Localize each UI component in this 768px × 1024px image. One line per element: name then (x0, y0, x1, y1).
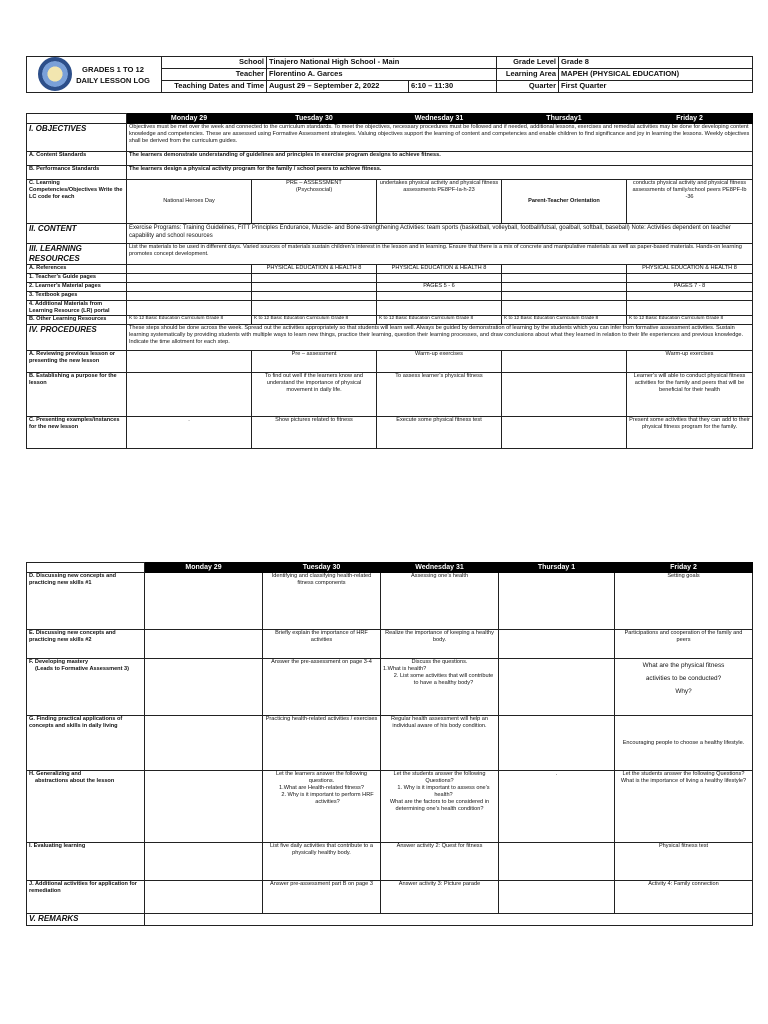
competency-tuesday (252, 180, 377, 224)
row-f-label-line1: F. Developing mastery (29, 659, 89, 665)
row-e (27, 630, 753, 659)
content-row (27, 224, 753, 244)
lr-portal-row (27, 301, 753, 316)
content-text: Exercise Programs: Training Guidelines, FITT Principles Endurance, Muscle- and Bone-strengthening Activities: team sports (basketball, volleyball, football/futsal, goalball, softball, baseball) Note: Activities dependent on teacher capability and school resources (127, 224, 753, 244)
row-f-wednesday-line1: Discuss the questions. (411, 659, 468, 665)
competency-friday: conducts physical activity and physical fitness assessments of family/school peers PE8PF-Ib -36 (627, 180, 753, 224)
row-h (27, 771, 753, 843)
row-h-tuesday-line1: Let the learners answer the following questions. (275, 771, 368, 784)
day-header-row-2 (27, 563, 753, 573)
row-d-friday: Setting goals (615, 573, 753, 630)
day-wednesday: Wednesday 31 (377, 114, 502, 124)
competency-thursday: Parent-Teacher Orientation (502, 180, 627, 224)
remarks-row (27, 914, 753, 926)
learners-material-label: 2. Learner’s Material pages (27, 283, 127, 292)
day-tuesday-2: Tuesday 30 (263, 563, 381, 573)
row-h-tuesday (263, 771, 381, 843)
references-monday (127, 265, 252, 274)
row-h-friday (615, 771, 753, 843)
row-h-label (27, 771, 145, 843)
references-wednesday: PHYSICAL EDUCATION & HEALTH 8 (377, 265, 502, 274)
row-f-friday-line2: activities to be conducted? (645, 675, 722, 682)
row-g-label: G. Finding practical applications of concepts and skills in daily living (27, 716, 145, 771)
competency-tuesday-line1: PRE – ASSESSMENT (286, 180, 342, 186)
row-c-friday: Present some activities that they can add to their physical fitness program for the family. (627, 416, 753, 448)
row-j-label: J. Additional activities for application for remediation (27, 881, 145, 914)
other-resources-label: B. Other Learning Resources (27, 315, 127, 324)
row-f-friday-line1: What are the physical fitness (642, 662, 725, 669)
row-d-label: D. Discussing new concepts and practicing new skills #1 (27, 573, 145, 630)
objectives-row (27, 124, 753, 152)
teacher-value: Florentino A. Garces (267, 69, 497, 81)
row-c-wednesday: Execute some physical fitness test (377, 416, 502, 448)
row-j-friday: Activity 4: Family connection (615, 881, 753, 914)
row-c-tuesday: Show pictures related to fitness (252, 416, 377, 448)
day-wednesday-2: Wednesday 31 (381, 563, 499, 573)
resources-row (27, 244, 753, 265)
corner-cell (27, 114, 127, 124)
day-thursday-2: Thursday 1 (499, 563, 615, 573)
other-resources-wednesday: K to 12 Basic Education Curriculum Grade 8 (377, 315, 502, 324)
performance-standards-label: B. Performance Standards (27, 166, 127, 180)
remarks-value (145, 914, 753, 926)
row-f-friday (615, 659, 753, 716)
row-f-friday-line3: Why? (675, 688, 692, 695)
other-resources-monday: K to 12 Basic Education Curriculum Grade 8 (127, 315, 252, 324)
row-f-wednesday-line3: 2. List some activities that will contribute to have a healthy body? (393, 672, 494, 686)
learners-material-friday: PAGES 7 - 8 (627, 283, 753, 292)
quarter-label: Quarter (497, 81, 559, 93)
row-f-wednesday-line2: 1.What is health? (383, 665, 427, 672)
other-resources-friday: K to 12 Basic Education Curriculum Grade 8 (627, 315, 753, 324)
row-i-tuesday: List five daily activities that contribute to a physically healthy body. (263, 843, 381, 881)
lesson-log-table-1 (26, 113, 753, 449)
performance-standards-row (27, 166, 753, 180)
row-a-label: A. Reviewing previous lesson or presenting the new lesson (27, 350, 127, 372)
procedures-text: These steps should be done across the week. Spread out the activities appropriately so that students will learn well. Always be guided by demonstration of learning by the students which you can infer from formative assessment activities. Sustain learning systematically by providing students with multiple ways to learn new things, practice their learning, question their learning processes, and draw conclusions about what they learned in relation to their life experiences and previous knowledge. Indicate the time allotment for each step. (127, 324, 753, 350)
row-h-tuesday-line2: 1.What are Health-related fitness? (279, 784, 364, 791)
school-label: School (162, 57, 267, 69)
area-value: MAPEH (PHYSICAL EDUCATION) (559, 69, 753, 81)
quarter-value: First Quarter (559, 81, 753, 93)
content-standards-label: A. Content Standards (27, 152, 127, 166)
row-h-wednesday (381, 771, 499, 843)
row-i (27, 843, 753, 881)
content-standards-row (27, 152, 753, 166)
row-e-friday: Participations and cooperation of the family and peers (615, 630, 753, 659)
teachers-guide-row (27, 274, 753, 283)
row-h-friday-line2: What is the importance of living a healthy lifestyle? (620, 777, 747, 784)
textbook-row (27, 292, 753, 301)
row-h-label-line1: H. Generalizing and (29, 771, 82, 777)
school-value: Tinajero National High School - Main (267, 57, 497, 69)
competencies-label: C. Learning Competencies/Objectives Write the LC code for each (27, 180, 127, 224)
row-f-label-line2: (Leads to Formative Assessment 3) (35, 665, 129, 672)
row-d (27, 573, 753, 630)
row-g (27, 716, 753, 771)
row-f (27, 659, 753, 716)
row-c-monday: . (127, 416, 252, 448)
row-j-tuesday: Answer pre-assessment part B on page 3 (263, 881, 381, 914)
row-h-wednesday-line1: Let the students answer the following Questions? (393, 771, 486, 784)
row-h-wednesday-line3: What are the factors to be considered in determining one’s health condition? (389, 798, 490, 812)
teacher-label: Teacher (162, 69, 267, 81)
lr-portal-label: 4. Additional Materials from Learning Resource (LR) portal (27, 301, 127, 316)
references-label: A. References (27, 265, 127, 274)
row-c-label: C. Presenting examples/instances for the new lesson (27, 416, 127, 448)
competencies-row (27, 180, 753, 224)
row-e-wednesday: Realize the importance of keeping a healthy body. (381, 630, 499, 659)
row-b-wednesday: To assess learner’s physical fitness (377, 372, 502, 416)
time-value: 6:10 – 11:30 (409, 81, 497, 93)
row-a-tuesday: Pre – assessment (252, 350, 377, 372)
row-j-wednesday: Answer activity 3: Picture parade (381, 881, 499, 914)
row-c (27, 416, 753, 448)
procedures-label: IV. PROCEDURES (27, 324, 127, 350)
dates-value: August 29 – September 2, 2022 (267, 81, 409, 93)
textbook-label: 3. Textbook pages (27, 292, 127, 301)
row-i-label: I. Evaluating learning (27, 843, 145, 881)
content-standards-text: The learners demonstrate understanding of guidelines and principles in exercise program designs to achieve fitness. (127, 152, 753, 166)
row-d-wednesday: Assessing one’s health (381, 573, 499, 630)
row-e-label: E. Discussing new concepts and practicing new skills #2 (27, 630, 145, 659)
row-a (27, 350, 753, 372)
row-h-wednesday-line2: 1. Why is it important to assess one’s health? (397, 784, 490, 798)
other-resources-tuesday: K to 12 Basic Education Curriculum Grade 8 (252, 315, 377, 324)
day-monday: Monday 29 (127, 114, 252, 124)
corner-cell-2 (27, 563, 145, 573)
row-b-label: B. Establishing a purpose for the lesson (27, 372, 127, 416)
row-h-friday-line1: Let the students answer the following Questions? (622, 771, 745, 777)
lesson-log-table-2 (26, 562, 753, 926)
other-resources-thursday: K to 12 Basic Education Curriculum Grade 8 (502, 315, 627, 324)
day-header-row (27, 114, 753, 124)
content-label: II. CONTENT (27, 224, 127, 244)
row-g-friday: Encouraging people to choose a healthy lifestyle. (615, 716, 753, 771)
resources-text: List the materials to be used in different days. Varied sources of materials sustain children’s interest in the lesson and in learning. Ensure that there is a mix of concrete and manipulative materials as well as paper-based materials. Hands-on learning promotes concept development. (127, 244, 753, 265)
row-i-wednesday: Answer activity 2: Quest for fitness (381, 843, 499, 881)
day-friday: Friday 2 (627, 114, 753, 124)
teachers-guide-label: 1. Teacher’s Guide pages (27, 274, 127, 283)
area-label: Learning Area (497, 69, 559, 81)
references-row (27, 265, 753, 274)
day-thursday: Thursday1 (502, 114, 627, 124)
row-d-tuesday: Identifying and classifying health-related fitness components (263, 573, 381, 630)
other-resources-row (27, 315, 753, 324)
title-line-1: GRADES 1 TO 12 (82, 64, 144, 74)
row-j (27, 881, 753, 914)
objectives-label: I. OBJECTIVES (27, 124, 127, 152)
references-thursday (502, 265, 627, 274)
resources-label: III. LEARNING RESOURCES (27, 244, 127, 265)
references-friday: PHYSICAL EDUCATION & HEALTH 8 (627, 265, 753, 274)
grade-value: Grade 8 (559, 57, 753, 69)
log-title (27, 57, 162, 93)
row-f-wednesday (381, 659, 499, 716)
row-a-friday: Warm-up exercises (627, 350, 753, 372)
row-h-tuesday-line3: 2. Why is it important to perform HRF activities? (281, 791, 374, 805)
day-friday-2: Friday 2 (615, 563, 753, 573)
row-b-friday: Learner’s will able to conduct physical fitness activities for the family and peers that will be beneficial for their health (627, 372, 753, 416)
remarks-label: V. REMARKS (27, 914, 145, 926)
competency-tuesday-line2: (Psychosocial) (295, 186, 333, 193)
grade-label: Grade Level (497, 57, 559, 69)
row-g-wednesday: Regular health assessment will help an individual aware of his body condition. (381, 716, 499, 771)
performance-standards-text: The learners design a physical activity program for the family / school peers to achieve fitness. (127, 166, 753, 180)
learners-material-row (27, 283, 753, 292)
row-f-label (27, 659, 145, 716)
references-tuesday: PHYSICAL EDUCATION & HEALTH 8 (252, 265, 377, 274)
row-h-label-line2: abstractions about the lesson (35, 777, 115, 784)
header-table (26, 56, 753, 93)
competency-wednesday: undertakes physical activity and physical fitness assessments PE8PF-Ia-h-23 (377, 180, 502, 224)
objectives-text: Objectives must be met over the week and connected to the curriculum standards. To meet the objectives, necessary procedures must be followed and if needed, additional lessons, exercises and remedial activities may be done for developing content knowledge and competencies. These are assessed using Formative Assessment strategies. Valuing objectives support the learning of content and competencies and enable children to find significance and joy in learning the lessons. Weekly objectives shall be derived from the curriculum guides. (127, 124, 753, 152)
procedures-row (27, 324, 753, 350)
row-e-tuesday: Briefly explain the importance of HRF activities (263, 630, 381, 659)
row-b-tuesday: To find out well if the learners know and understand the importance of physical movement in daily life. (252, 372, 377, 416)
row-h-thursday: . (499, 771, 615, 843)
learners-material-wednesday: PAGES 5 - 6 (377, 283, 502, 292)
dates-label: Teaching Dates and Time (162, 81, 267, 93)
row-f-tuesday: Answer the pre-assessment on page 3-4 (263, 659, 381, 716)
row-b (27, 372, 753, 416)
day-monday-2: Monday 29 (145, 563, 263, 573)
day-tuesday: Tuesday 30 (252, 114, 377, 124)
row-a-wednesday: Warm-up exercises (377, 350, 502, 372)
row-i-friday: Physical fitness test (615, 843, 753, 881)
competency-monday: National Heroes Day (127, 180, 252, 224)
row-g-tuesday: Practicing health-related activities / exercises (263, 716, 381, 771)
title-line-2: DAILY LESSON LOG (76, 75, 150, 85)
